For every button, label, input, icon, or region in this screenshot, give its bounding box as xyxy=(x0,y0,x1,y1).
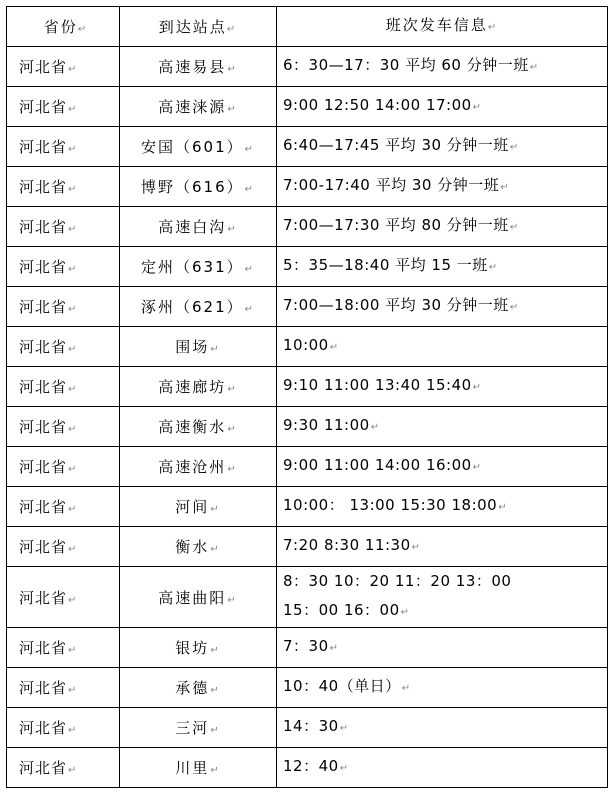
station-text: 高速曲阳 xyxy=(158,588,227,607)
station-text: 河间 xyxy=(175,498,210,516)
station-cell xyxy=(120,567,277,628)
province-text: 河北省 xyxy=(19,538,68,556)
paragraph-mark-icon: ↵ xyxy=(339,723,349,734)
station-cell xyxy=(120,167,277,207)
province-cell xyxy=(7,407,120,447)
schedule-text: 8：30 10：20 11：20 13：00 xyxy=(283,572,512,590)
header-station-text: 到达站点 xyxy=(158,18,227,36)
table-row xyxy=(7,527,608,567)
station-text: 高速易县 xyxy=(158,58,227,76)
table-row xyxy=(7,87,608,127)
paragraph-mark-icon: ↵ xyxy=(68,645,78,656)
province-text: 河北省 xyxy=(19,588,68,607)
station-cell xyxy=(120,327,277,367)
paragraph-mark-icon: ↵ xyxy=(226,24,238,35)
schedule-text: 15：00 16：00 xyxy=(283,601,400,619)
station-text: 高速涞源 xyxy=(158,98,227,116)
paragraph-mark-icon: ↵ xyxy=(68,504,78,515)
province-text: 河北省 xyxy=(19,679,68,697)
schedule-line xyxy=(283,211,601,242)
table-row xyxy=(7,668,608,708)
schedule-text: 9:30 11:00 xyxy=(283,416,370,434)
schedule-text: 14：30 xyxy=(283,717,339,735)
schedule-text: 9:00 12:50 14:00 17:00 xyxy=(283,96,472,114)
schedule-line xyxy=(283,131,601,162)
paragraph-mark-icon: ↵ xyxy=(370,422,380,433)
schedule-cell xyxy=(277,748,608,788)
station-cell xyxy=(120,447,277,487)
header-station xyxy=(120,7,277,47)
schedule-line xyxy=(283,51,601,82)
station-text: 川里 xyxy=(175,759,210,777)
station-text: 高速白沟 xyxy=(158,218,227,236)
station-text: 围场 xyxy=(175,338,210,356)
paragraph-mark-icon: ↵ xyxy=(210,725,221,736)
paragraph-mark-icon: ↵ xyxy=(68,184,78,195)
paragraph-mark-icon: ↵ xyxy=(227,424,238,435)
paragraph-mark-icon: ↵ xyxy=(68,64,78,75)
header-info xyxy=(277,7,608,47)
station-cell xyxy=(120,87,277,127)
province-text: 河北省 xyxy=(19,258,68,276)
station-cell xyxy=(120,47,277,87)
province-text: 河北省 xyxy=(19,378,68,396)
table-row xyxy=(7,367,608,407)
schedule-cell xyxy=(277,247,608,287)
table-row xyxy=(7,487,608,527)
schedule-text: 10：40（单日） xyxy=(283,677,401,695)
schedule-line xyxy=(283,331,601,362)
table-row xyxy=(7,708,608,748)
paragraph-mark-icon: ↵ xyxy=(210,504,221,515)
paragraph-mark-icon: ↵ xyxy=(68,544,78,555)
station-cell xyxy=(120,628,277,668)
paragraph-mark-icon: ↵ xyxy=(329,342,339,353)
province-text: 河北省 xyxy=(19,218,68,236)
schedule-cell xyxy=(277,527,608,567)
schedule-text: 10:00 xyxy=(283,336,329,354)
table-row xyxy=(7,407,608,447)
province-text: 河北省 xyxy=(19,298,68,316)
province-cell xyxy=(7,708,120,748)
paragraph-mark-icon: ↵ xyxy=(244,184,256,195)
paragraph-mark-icon: ↵ xyxy=(488,262,498,273)
paragraph-mark-icon: ↵ xyxy=(68,384,78,395)
paragraph-mark-icon: ↵ xyxy=(509,222,519,233)
province-cell xyxy=(7,47,120,87)
station-text: 高速衡水 xyxy=(158,418,227,436)
station-cell xyxy=(120,748,277,788)
table-row xyxy=(7,628,608,668)
table-row xyxy=(7,447,608,487)
paragraph-mark-icon: ↵ xyxy=(68,685,78,696)
schedule-text: 6：30—17：30 平均 60 分钟一班 xyxy=(283,56,529,74)
paragraph-mark-icon: ↵ xyxy=(210,765,221,776)
paragraph-mark-icon: ↵ xyxy=(210,344,221,355)
paragraph-mark-icon: ↵ xyxy=(68,725,78,736)
province-cell xyxy=(7,527,120,567)
paragraph-mark-icon: ↵ xyxy=(68,304,78,315)
table-row xyxy=(7,47,608,87)
schedule-line xyxy=(283,251,601,282)
station-text: 高速廊坊 xyxy=(158,378,227,396)
paragraph-mark-icon: ↵ xyxy=(411,542,421,553)
schedule-cell xyxy=(277,207,608,247)
schedule-line xyxy=(283,411,601,442)
province-cell xyxy=(7,87,120,127)
paragraph-mark-icon: ↵ xyxy=(227,224,238,235)
province-text: 河北省 xyxy=(19,138,68,156)
paragraph-mark-icon: ↵ xyxy=(244,264,256,275)
station-cell xyxy=(120,127,277,167)
schedule-text: 7:00—18:00 平均 30 分钟一班 xyxy=(283,296,509,314)
paragraph-mark-icon: ↵ xyxy=(498,502,508,513)
schedule-line xyxy=(283,567,601,596)
paragraph-mark-icon: ↵ xyxy=(68,594,78,606)
schedule-line xyxy=(283,291,601,322)
table-row xyxy=(7,167,608,207)
paragraph-mark-icon: ↵ xyxy=(210,544,221,555)
paragraph-mark-icon: ↵ xyxy=(227,104,238,115)
paragraph-mark-icon: ↵ xyxy=(487,22,499,33)
station-cell xyxy=(120,708,277,748)
paragraph-mark-icon: ↵ xyxy=(68,104,78,115)
province-text: 河北省 xyxy=(19,338,68,356)
schedule-text: 9:10 11:00 13:40 15:40 xyxy=(283,376,472,394)
schedule-cell xyxy=(277,628,608,668)
paragraph-mark-icon: ↵ xyxy=(227,594,238,606)
schedule-text: 5：35—18:40 平均 15 一班 xyxy=(283,256,488,274)
header-info-text: 班次发车信息 xyxy=(385,16,488,34)
station-cell xyxy=(120,367,277,407)
paragraph-mark-icon: ↵ xyxy=(227,464,238,475)
paragraph-mark-icon: ↵ xyxy=(68,765,78,776)
station-cell xyxy=(120,407,277,447)
paragraph-mark-icon: ↵ xyxy=(68,144,78,155)
station-text: 承德 xyxy=(175,679,210,697)
paragraph-mark-icon: ↵ xyxy=(400,607,410,618)
station-cell xyxy=(120,287,277,327)
paragraph-mark-icon: ↵ xyxy=(472,382,482,393)
schedule-line xyxy=(283,712,601,743)
schedule-cell xyxy=(277,287,608,327)
paragraph-mark-icon: ↵ xyxy=(244,304,256,315)
province-cell xyxy=(7,287,120,327)
header-row xyxy=(7,7,608,47)
table-row xyxy=(7,287,608,327)
station-text: 安国（601） xyxy=(140,138,244,156)
paragraph-mark-icon: ↵ xyxy=(227,384,238,395)
station-text: 银坊 xyxy=(175,639,210,657)
province-cell xyxy=(7,127,120,167)
province-text: 河北省 xyxy=(19,58,68,76)
schedule-text: 7：30 xyxy=(283,637,329,655)
schedule-cell xyxy=(277,87,608,127)
schedule-cell xyxy=(277,167,608,207)
station-cell xyxy=(120,668,277,708)
station-text: 三河 xyxy=(175,719,210,737)
paragraph-mark-icon: ↵ xyxy=(472,462,482,473)
schedule-cell xyxy=(277,567,608,628)
province-cell xyxy=(7,367,120,407)
paragraph-mark-icon: ↵ xyxy=(210,685,221,696)
station-cell xyxy=(120,207,277,247)
station-cell xyxy=(120,247,277,287)
province-text: 河北省 xyxy=(19,98,68,116)
paragraph-mark-icon: ↵ xyxy=(500,182,510,193)
province-cell xyxy=(7,247,120,287)
province-cell xyxy=(7,628,120,668)
schedule-cell xyxy=(277,47,608,87)
station-cell xyxy=(120,487,277,527)
province-cell xyxy=(7,447,120,487)
station-cell xyxy=(120,527,277,567)
station-text: 涿州（621） xyxy=(140,298,244,316)
paragraph-mark-icon: ↵ xyxy=(329,643,339,654)
schedule-text: 7:00—17:30 平均 80 分钟一班 xyxy=(283,216,509,234)
schedule-text: 7:00-17:40 平均 30 分钟一班 xyxy=(283,176,500,194)
schedule-line xyxy=(283,171,601,202)
schedule-cell xyxy=(277,708,608,748)
header-province xyxy=(7,7,120,47)
table-body xyxy=(7,47,608,788)
table-row xyxy=(7,748,608,788)
paragraph-mark-icon: ↵ xyxy=(472,102,482,113)
schedule-line xyxy=(283,91,601,122)
paragraph-mark-icon: ↵ xyxy=(68,424,78,435)
province-text: 河北省 xyxy=(19,719,68,737)
station-text: 高速沧州 xyxy=(158,458,227,476)
province-cell xyxy=(7,567,120,628)
table-row xyxy=(7,127,608,167)
schedule-cell xyxy=(277,367,608,407)
paragraph-mark-icon: ↵ xyxy=(68,224,78,235)
schedule-line xyxy=(283,596,601,627)
schedule-text: 12：40 xyxy=(283,757,339,775)
paragraph-mark-icon: ↵ xyxy=(509,142,519,153)
station-text: 博野（616） xyxy=(140,178,244,196)
station-text: 定州（631） xyxy=(140,258,244,276)
schedule-text: 9:00 11:00 14:00 16:00 xyxy=(283,456,472,474)
province-text: 河北省 xyxy=(19,178,68,196)
paragraph-mark-icon: ↵ xyxy=(68,464,78,475)
schedule-line xyxy=(283,491,601,522)
table-row xyxy=(7,567,608,628)
paragraph-mark-icon: ↵ xyxy=(244,144,256,155)
schedule-line xyxy=(283,531,601,562)
schedule-text: 7:20 8:30 11:30 xyxy=(283,536,411,554)
table-row xyxy=(7,247,608,287)
schedule-text: 10:00： 13:00 15:30 18:00 xyxy=(283,496,498,514)
schedule-table xyxy=(6,6,608,788)
schedule-cell xyxy=(277,327,608,367)
schedule-cell xyxy=(277,487,608,527)
province-cell xyxy=(7,327,120,367)
province-cell xyxy=(7,748,120,788)
province-cell xyxy=(7,167,120,207)
schedule-cell xyxy=(277,407,608,447)
paragraph-mark-icon: ↵ xyxy=(401,683,411,694)
province-cell xyxy=(7,207,120,247)
paragraph-mark-icon: ↵ xyxy=(77,24,89,35)
paragraph-mark-icon: ↵ xyxy=(227,64,238,75)
paragraph-mark-icon: ↵ xyxy=(68,264,78,275)
province-text: 河北省 xyxy=(19,418,68,436)
province-text: 河北省 xyxy=(19,458,68,476)
schedule-line xyxy=(283,632,601,663)
paragraph-mark-icon: ↵ xyxy=(529,62,539,73)
schedule-line xyxy=(283,451,601,482)
table-row xyxy=(7,327,608,367)
province-cell xyxy=(7,487,120,527)
station-text: 衡水 xyxy=(175,538,210,556)
province-cell xyxy=(7,668,120,708)
table-row xyxy=(7,207,608,247)
schedule-line xyxy=(283,371,601,402)
paragraph-mark-icon: ↵ xyxy=(68,344,78,355)
schedule-text: 6:40—17:45 平均 30 分钟一班 xyxy=(283,136,509,154)
paragraph-mark-icon: ↵ xyxy=(509,302,519,313)
schedule-cell xyxy=(277,668,608,708)
paragraph-mark-icon: ↵ xyxy=(339,763,349,774)
schedule-line xyxy=(283,752,601,783)
paragraph-mark-icon: ↵ xyxy=(210,645,221,656)
schedule-line xyxy=(283,672,601,703)
province-text: 河北省 xyxy=(19,759,68,777)
province-text: 河北省 xyxy=(19,639,68,657)
schedule-cell xyxy=(277,447,608,487)
schedule-cell xyxy=(277,127,608,167)
header-province-text: 省份 xyxy=(43,18,78,36)
province-text: 河北省 xyxy=(19,498,68,516)
